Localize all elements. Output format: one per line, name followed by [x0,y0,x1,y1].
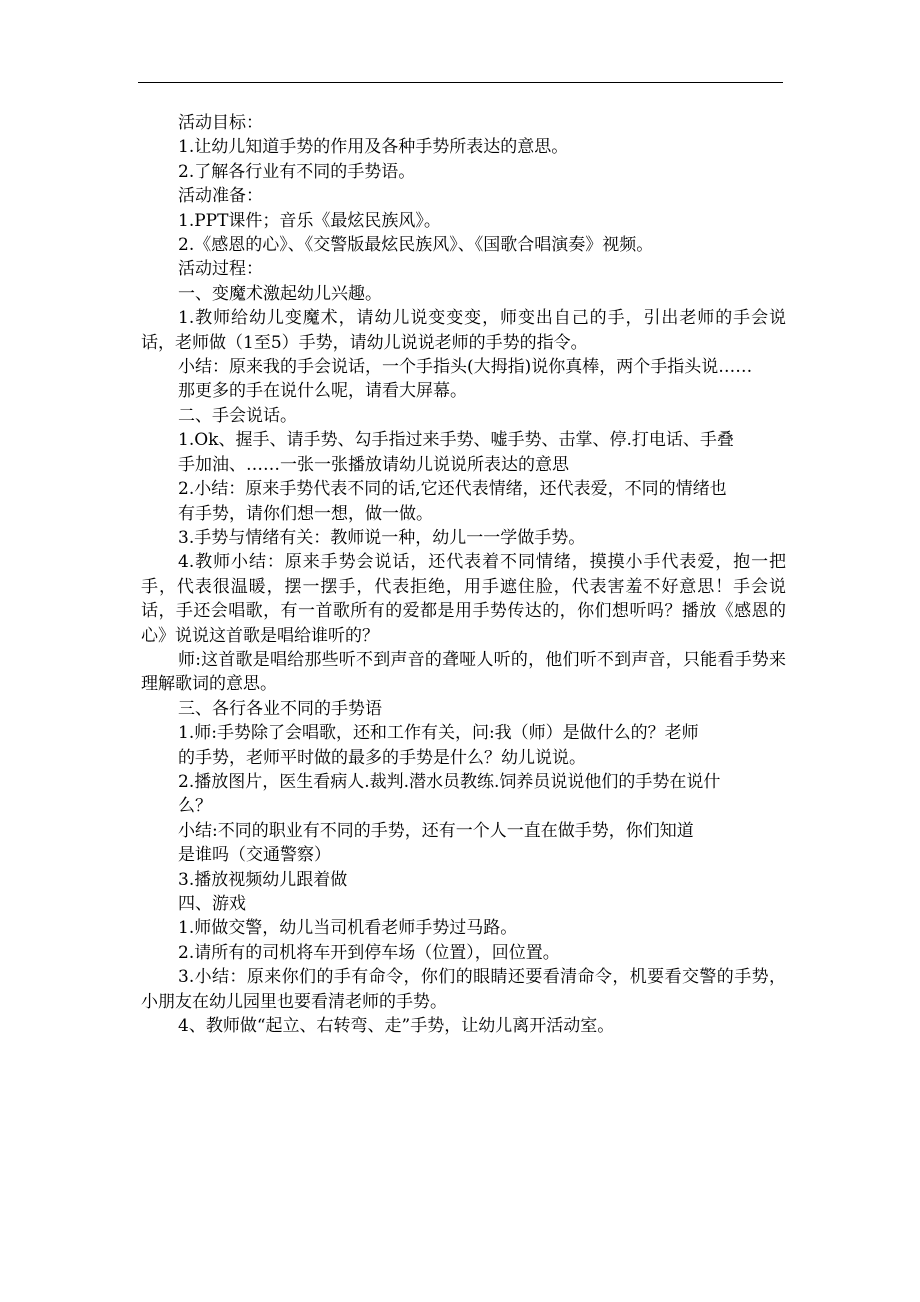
paragraph: 活动目标： [178,113,263,133]
paragraph: 1.师:手势除了会唱歌，还和工作有关，问:我（师）是做什么的？老师 [178,723,699,744]
paragraph: 二、手会说话。 [178,405,297,426]
paragraph: 2.请所有的司机将车开到停车场（位置），回位置。 [178,942,560,963]
paragraph: 3.手势与情绪有关：教师说一种，幼儿一一学做手势。 [178,527,586,548]
paragraph: 三、各行各业不同的手势语 [178,698,382,719]
paragraph: 手加油、……一张一张播放请幼儿说说所表达的意思 [178,454,569,475]
paragraph: 那更多的手在说什么呢，请看大屏幕。 [178,381,467,402]
paragraph: 1.PPT课件；音乐《最炫民族风》。 [178,210,441,231]
paragraph: 的手势，老师平时做的最多的手势是什么？幼儿说说。 [178,747,586,768]
paragraph: 4.教师小结：原来手势会说话，还代表着不同情绪，摸摸小手代表爱，抱一把手，代表很温暖，摆一摆手，代表拒绝，用手遮住脸，代表害羞不好意思！手会说话，手还会唱歌，有一首歌所有的爱都是用手势传达的，你们想听吗？播放《感恩的心》说说这首歌是唱给谁听的？ [141,552,786,646]
paragraph: 么？ [178,796,212,817]
paragraph: 2.小结：原来手势代表不同的话,它还代表情绪，还代表爱，不同的情绪也 [178,479,727,500]
paragraph: 活动过程： [178,259,263,280]
paragraph: 1.教师给幼儿变魔术，请幼儿说变变变，师变出自己的手，引出老师的手会说话，老师做（1至5）手势，请幼儿说说老师的手势的指令。 [141,308,786,353]
paragraph: 师:这首歌是唱给那些听不到声音的聋哑人听的，他们听不到声音，只能看手势来理解歌词的意思。 [141,649,786,695]
paragraph: 有手势，请你们想一想，做一做。 [178,503,433,524]
paragraph: 1.让幼儿知道手势的作用及各种手势所表达的意思。 [178,137,569,158]
header-rule [138,82,783,83]
paragraph: 1.Ok、握手、请手势、勾手指过来手势、嘘手势、击掌、停.打电话、手叠 [178,430,734,451]
paragraph: 四、游戏 [178,894,246,914]
paragraph: 3.小结：原来你们的手有命令，你们的眼睛还要看清命令，机要看交警的手势，小朋友在幼儿园里也要看清老师的手势。 [141,967,786,1012]
paragraph: 2.播放图片，医生看病人.裁判.潜水员教练.饲养员说说他们的手势在说什 [178,771,721,792]
paragraph: 小结:不同的职业有不同的手势，还有一个人一直在做手势，你们知道 [178,820,694,841]
paragraph: 3.播放视频幼儿跟着做 [178,869,348,890]
paragraph: 1.师做交警，幼儿当司机看老师手势过马路。 [178,918,518,939]
paragraph: 2.《感恩的心》、《交警版最炫民族风》、《国歌合唱演奏》视频。 [178,235,654,256]
paragraph: 2.了解各行业有不同的手势语。 [178,161,416,182]
paragraph: 4、教师做“起立、右转弯、走”手势，让幼儿离开活动室。 [178,1016,615,1037]
paragraph: 小结：原来我的手会说话，一个手指头(大拇指)说你真棒，两个手指头说…… [178,357,753,378]
paragraph: 是谁吗（交通警察） [178,845,331,866]
document-body [141,111,786,1038]
paragraph: 一、变魔术激起幼儿兴趣。 [178,283,382,304]
paragraph: 活动准备： [178,186,263,207]
